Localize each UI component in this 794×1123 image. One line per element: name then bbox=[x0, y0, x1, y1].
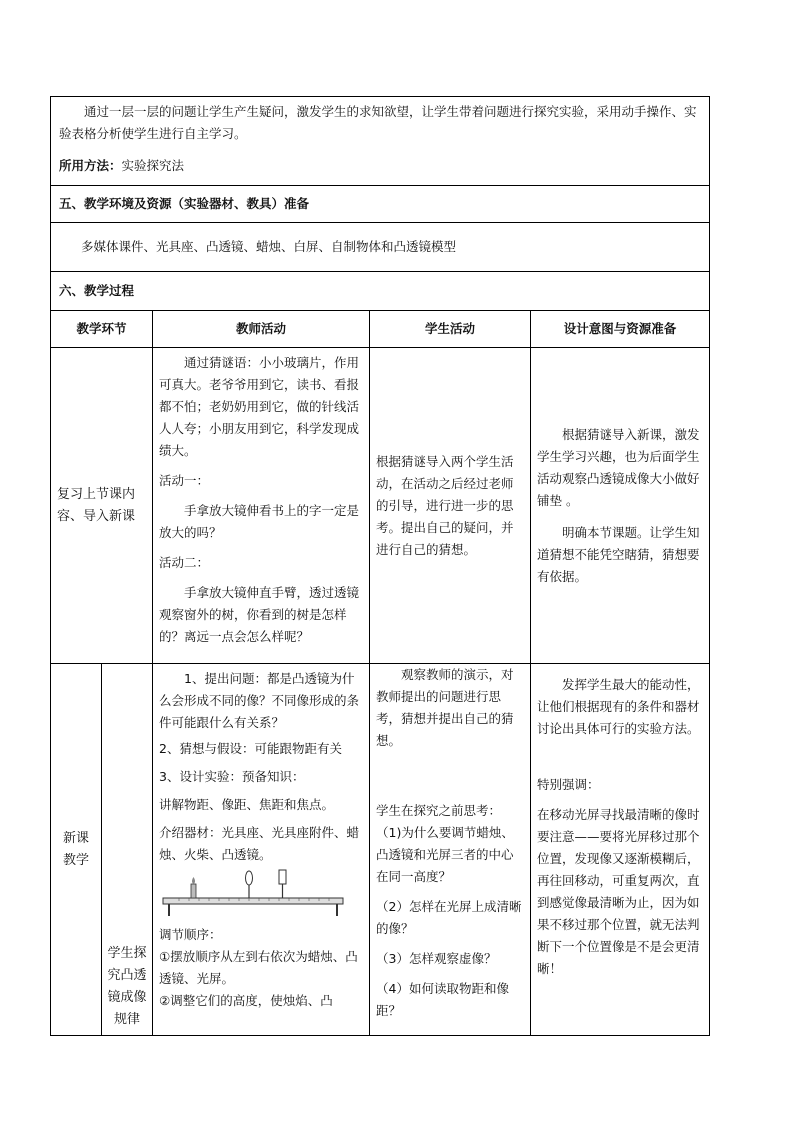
lesson-plan-page bbox=[50, 96, 709, 1036]
step-hypothesis: 2、猜想与假设：可能跟物距有关 bbox=[159, 741, 342, 756]
design-emphasis-label: 特别强调： bbox=[537, 777, 600, 792]
student-activity-2 bbox=[370, 664, 531, 1036]
activity-two-text: 手拿放大镜伸直手臂，透过透镜观察窗外的树，你看到的树是怎样的？离远一点会怎么样呢？ bbox=[159, 585, 360, 644]
header-teacher: 教师活动 bbox=[153, 311, 370, 348]
teacher-activity-1 bbox=[153, 348, 370, 664]
candle-icon bbox=[191, 884, 196, 898]
method-line bbox=[59, 155, 701, 177]
header-stage: 教学环节 bbox=[51, 311, 153, 348]
activity-one-text: 手拿放大镜伸看书上的字一定是放大的吗？ bbox=[159, 503, 360, 540]
activity-one-label: 活动一： bbox=[159, 473, 210, 488]
design-initiative: 发挥学生最大的能动性，让他们根据现有的条件和器材讨论出具体可行的实验方法。 bbox=[537, 677, 700, 736]
activity-two-label: 活动二： bbox=[159, 555, 210, 570]
teacher-activity-2 bbox=[153, 664, 370, 1036]
table-header-row bbox=[51, 311, 710, 348]
section5-content-row bbox=[51, 223, 710, 272]
optical-bench-illustration bbox=[159, 868, 349, 920]
flame-icon bbox=[192, 877, 195, 884]
step-explain: 讲解物距、像距、焦距和焦点。 bbox=[159, 797, 335, 812]
student-question-2: （2）怎样在光屏上成清晰的像？ bbox=[376, 899, 522, 936]
section6-title: 六、教学过程 bbox=[51, 272, 710, 311]
student-think-label: 学生在探究之前思考： bbox=[376, 803, 502, 818]
step-question: 1、提出问题：都是凸透镜为什么会形成不同的像？不同像形成的条件可能跟什么有关系？ bbox=[159, 671, 360, 730]
table-row bbox=[51, 348, 710, 664]
student-activity-1: 根据猜谜导入两个学生活动，在活动之后经过老师的引导，进行进一步的思考。提出自己的疑问，并进行自己的猜想。 bbox=[370, 348, 531, 664]
intro-paragraph: 通过一层一层的问题让学生产生疑问，激发学生的求知欲望，让学生带着问题进行探究实验，采用动手操作、实验表格分析使学生进行自主学习。 bbox=[59, 104, 697, 141]
method-label: 所用方法： bbox=[59, 158, 122, 173]
step-design: 3、设计实验：预备知识： bbox=[159, 769, 305, 784]
design-emphasis-text: 在移动光屏寻找最清晰的像时要注意——要将光屏移过那个位置，发现像又逐渐模糊后，再往回移动，可重复两次，直到感觉像最清晰为止，因为如果不移过那个位置，就无法判断下一个位置像是不是会更清晰！ bbox=[537, 807, 700, 976]
student-question-1: （1)为什么要调节蜡烛、凸透镜和光屏三者的中心在同一高度？ bbox=[376, 825, 514, 884]
adjust-step-2: ②调整它们的高度，使烛焰、凸 bbox=[159, 993, 333, 1008]
section6-title-row bbox=[51, 272, 710, 311]
stage-sub-explore: 学生探究凸透镜成像规律 bbox=[102, 664, 153, 1036]
lens-icon bbox=[246, 871, 253, 885]
riddle-text: 通过猜谜语：小小玻璃片，作用可真大。老爷爷用到它，读书、看报都不怕；老奶奶用到它，做的针线活人人夸；小朋友用到它，科学发现成绩大。 bbox=[159, 355, 360, 458]
section5-title-row bbox=[51, 186, 710, 223]
design-intent-2 bbox=[531, 664, 710, 1036]
design-intent-1 bbox=[531, 348, 710, 664]
student-question-3: （3）怎样观察虚像？ bbox=[376, 951, 497, 966]
lesson-plan-table bbox=[50, 96, 710, 1036]
screen-icon bbox=[279, 870, 286, 884]
design-1-text: 根据猜谜导入新课，激发学生学习兴趣，也为后面学生活动观察凸透镜成像大小做好铺垫 。 bbox=[537, 426, 700, 508]
adjust-step-1: ①摆放顺序从左到右依次为蜡烛、凸透镜、光屏。 bbox=[159, 949, 358, 986]
adjust-steps bbox=[159, 924, 363, 1012]
student-question-4: （4）如何读取物距和像距？ bbox=[376, 981, 509, 1018]
header-student: 学生活动 bbox=[370, 311, 531, 348]
intro-row bbox=[51, 97, 710, 186]
section5-content: 多媒体课件、光具座、凸透镜、蜡烛、白屏、自制物体和凸透镜模型 bbox=[51, 223, 710, 272]
stage-new-lesson: 新课教学 bbox=[51, 664, 102, 1036]
header-design: 设计意图与资源准备 bbox=[531, 311, 710, 348]
design-2-text: 明确本节课题。让学生知道猜想不能凭空瞎猜，猜想要有依据。 bbox=[537, 524, 700, 584]
table-row bbox=[51, 664, 710, 1036]
student-observe: 观察教师的演示，对教师提出的问题进行思考，猜想并提出自己的猜想。 bbox=[376, 667, 514, 748]
method-value: 实验探究法 bbox=[121, 158, 185, 173]
stage-review: 复习上节课内容、导入新课 bbox=[51, 348, 153, 664]
section5-title: 五、教学环境及资源（实验器材、教具）准备 bbox=[51, 186, 710, 223]
adjust-order-label: 调节顺序： bbox=[159, 927, 222, 942]
step-equipment: 介绍器材：光具座、光具座附件、蜡烛、火柴、凸透镜。 bbox=[159, 825, 360, 862]
bench-rail bbox=[163, 898, 343, 904]
